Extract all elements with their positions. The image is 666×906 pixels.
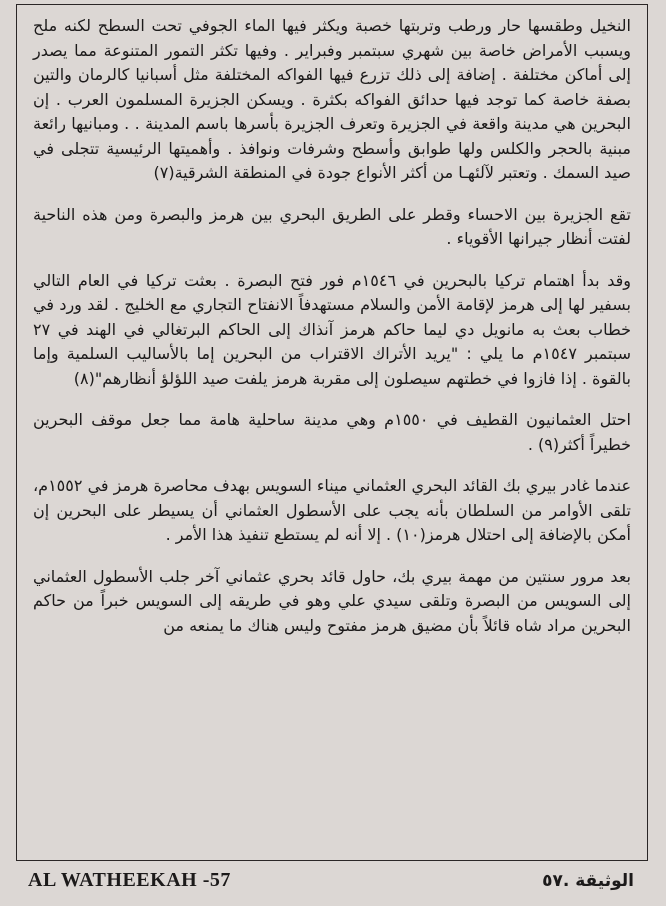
paragraph-1: النخيل وطقسها حار ورطب وتربتها خصبة ويكثر فيها الماء الجوفي تحت السطح لكنه ملح ويسبب الأمراض خاصة بين شهري سبتمبر وفبراير . وفيها تكثر التمور المتنوعة مما يصدر إلى أماكن مختلفة . إضافة إلى ذلك تزرع فيها الفواكه المختلفة مثل أسبانيا كالرمان والتين بصفة خاصة كما توجد فيها حدائق الفواكه بكثرة . ويسكن الجزيرة المسلمون العرب . إن البحرين هي مدينة واقعة في الجزيرة وتعرف الجزيرة بأسرها باسم المدينة . . ومبانيها رائعة مبنية بالحجر والكلس ولها طوابق وأسطح وشرفات ونوافذ . وأهميتها الرئيسية تتجلى في صيد السمك . وتعتبر لآلئهـا من أكثر الأنواع جودة في المنطقة الشرقية(٧): [33, 16, 631, 182]
journal-title-ar: الوثيقة .٥٧: [542, 871, 634, 891]
text-frame: [16, 4, 648, 861]
page-footer: [16, 866, 648, 896]
journal-title-en: AL WATHEEKAH -57: [28, 869, 231, 891]
paragraph-3: وقد بدأ اهتمام تركيا بالبحرين في ١٥٤٦م فور فتح البصرة . بعثت تركيا في العام التالي بسفير لها إلى هرمز لإقامة الأمن والسلام مستهدفاً الانفتاح التجاري مع الخليج . لقد ورد في خطاب بعث به مانويل دي ليما حاكم هرمز آنذاك إلى الحاكم البرتغالي في الهند في ٢٧ سبتمبر ١٥٤٧م ما يلي : "يريد الأتراك الاقتراب من البحرين إما بالأساليب السلمية وإما بالقوة . إذا فازوا في خطتهم سيصلون إلى مقربة هرمز يلفت صيد اللؤلؤ أنظارهم"(٨): [33, 270, 632, 388]
paragraph-2: تقع الجزيرة بين الاحساء وقطر على الطريق البحري بين هرمز والبصرة ومن هذه الناحية لفتت أنظار جيرانها الأقوياء .: [33, 204, 631, 248]
paragraph-5: عندما غادر بيري بك القائد البحري العثماني ميناء السويس بهدف محاصرة هرمز في ١٥٥٢م، تلقى الأوامر من السلطان بأنه يجب على الأسطول العثماني أن يسيطر على البحرين إن أمكن بالإضافة إلى احتلال هرمز(١٠) . إلا أنه لم يستطع تنفيذ هذا الأمر .: [33, 476, 631, 544]
paragraph-6: بعد مرور سنتين من مهمة بيري بك، حاول قائد بحري عثماني آخر جلب الأسطول العثماني إلى السويس من البصرة وتلقى سيدي علي وهو في طريقه إلى السويس خبراً من حاكم البحرين مراد شاه قائلاً بأن مضيق هرمز مفتوح وليس هناك ما يمنعه من: [33, 566, 631, 635]
paragraph-4: احتل العثمانيون القطيف في ١٥٥٠م وهي مدينة ساحلية هامة مما جعل موقف البحرين خطيراً أكثر(٩) .: [33, 410, 632, 454]
